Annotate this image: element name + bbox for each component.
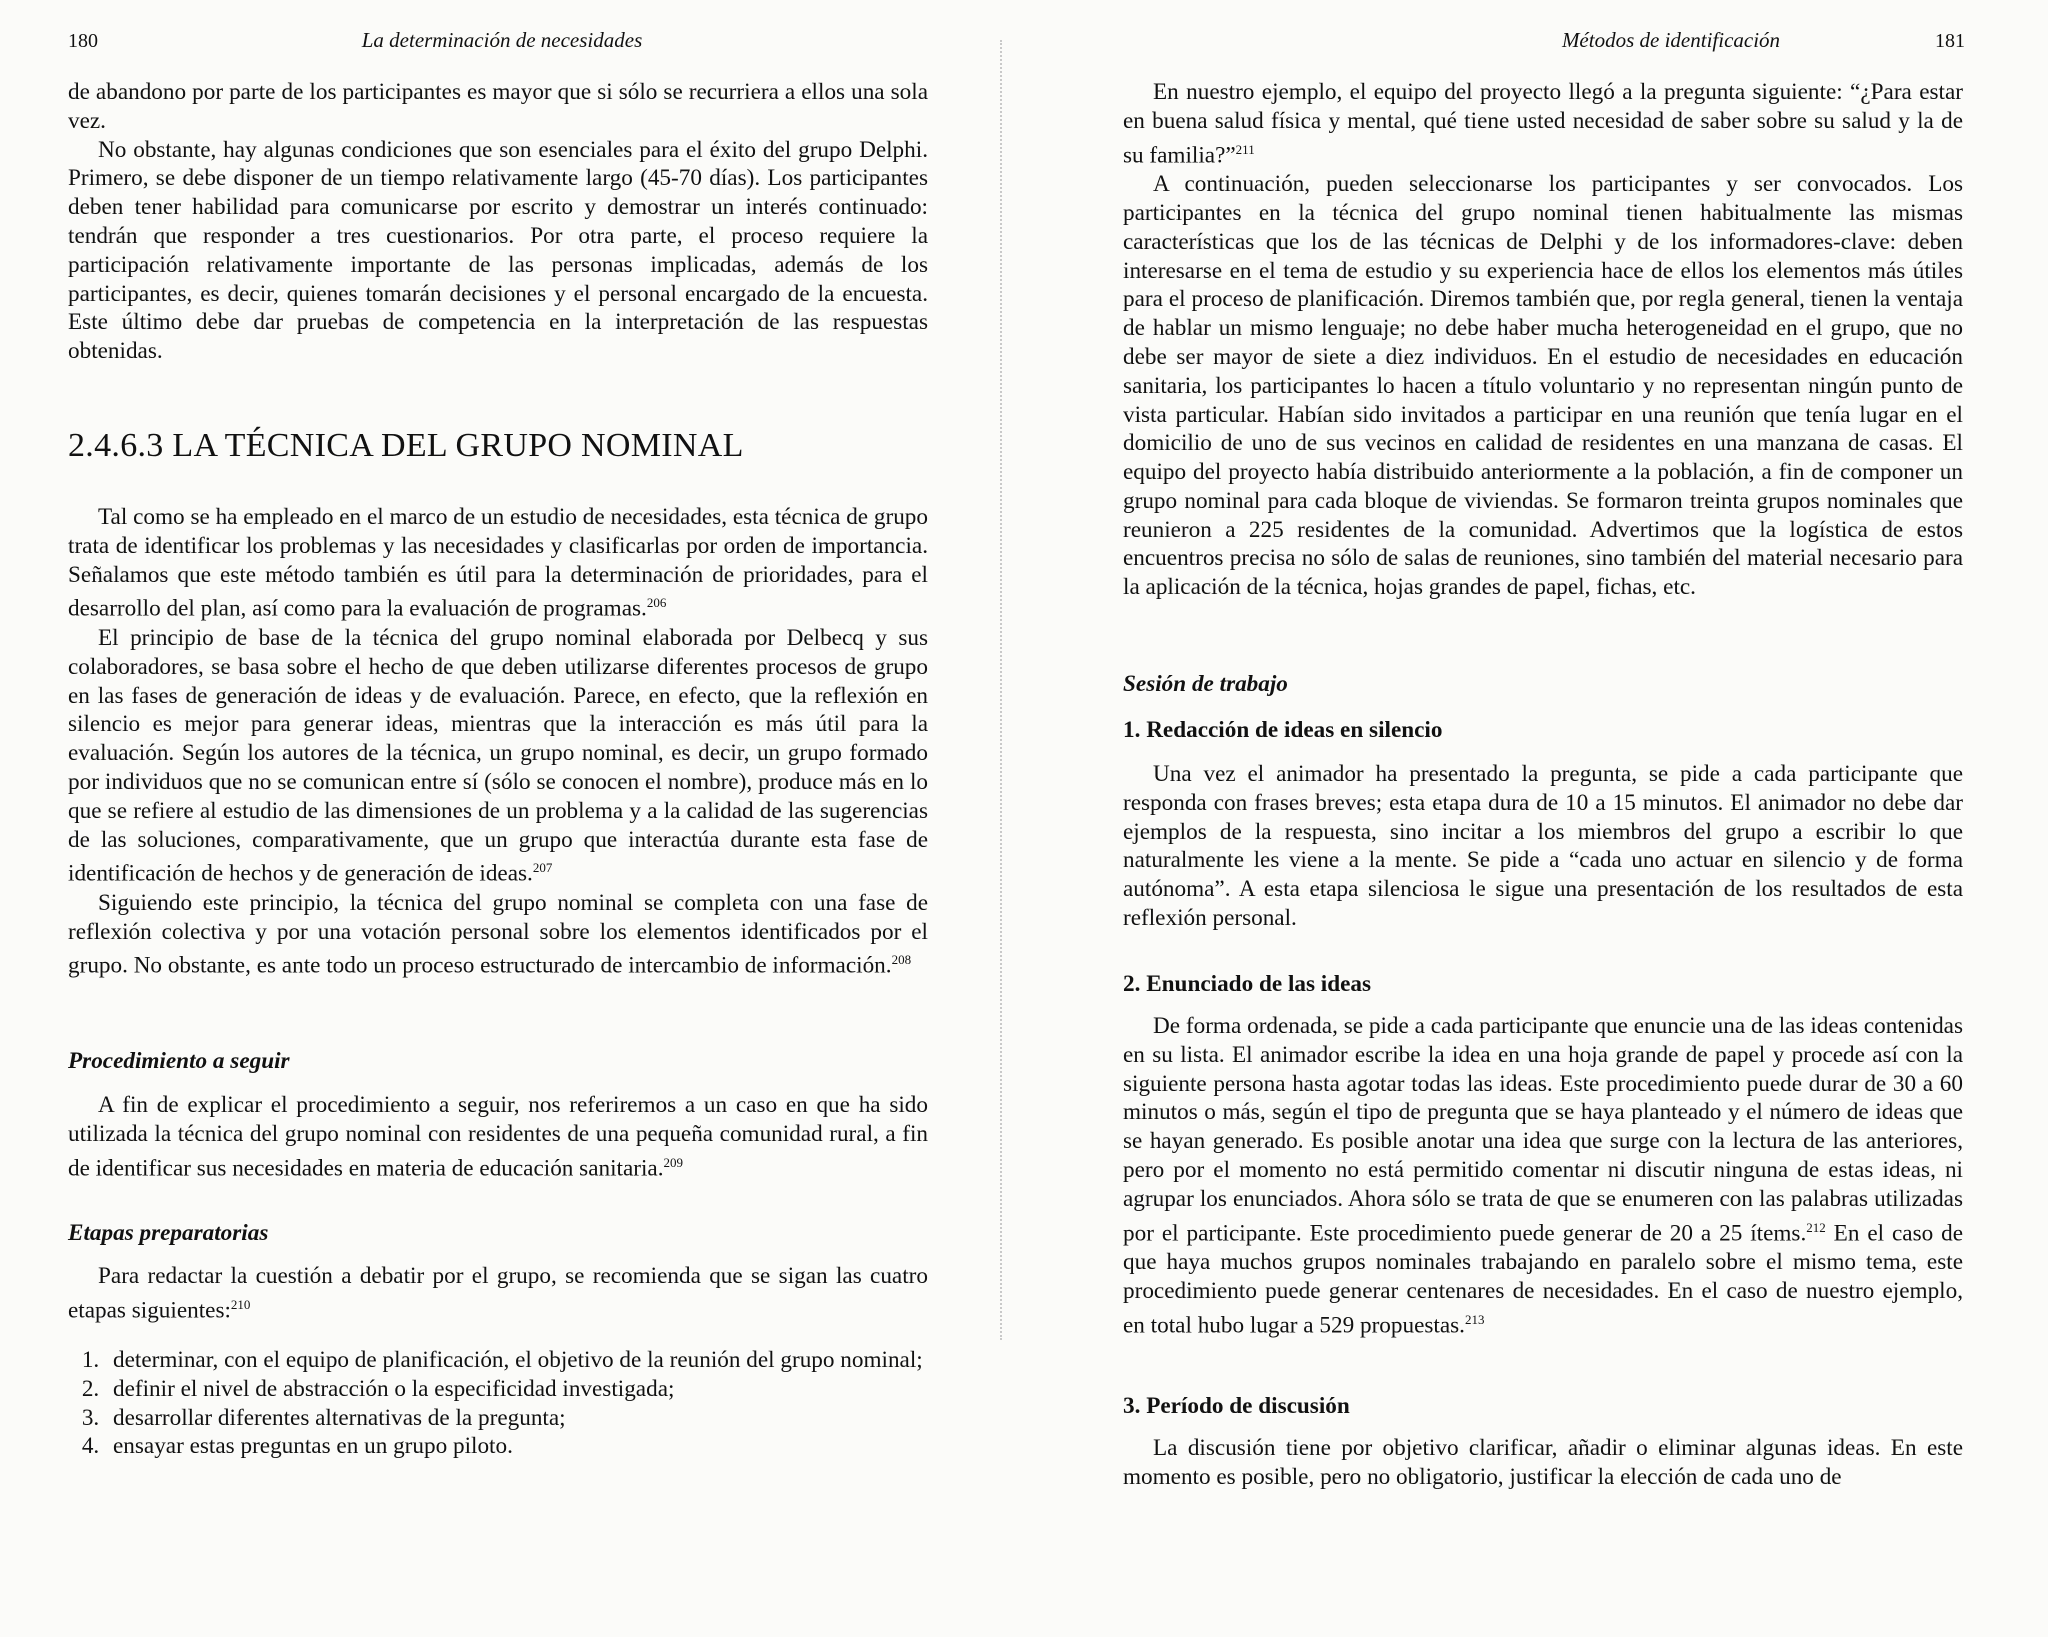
discusion-block xyxy=(1123,1434,1963,1492)
procedimiento-paragraph xyxy=(68,1091,928,1183)
etapas-paragraph xyxy=(68,1262,928,1325)
section-paragraph-2-text: El principio de base de la técnica del grupo nominal elaborada por Delbecq y sus colaboradores, se basa sobre el hecho de que deben utilizarse diferentes procesos de grupo en las fases de generación de ideas y de evaluación. Parece, en efecto, que la reflexión en silencio es mejor para generar ideas, mientras que la interacción es más útil para la evaluación. Según los autores de la técnica, un grupo nominal, es decir, un grupo formado por individuos que no se comunican entre sí (sólo se conocen el nombre), produce más en lo que se refiere al estudio de las dimensiones de un problema y a la calidad de las sugerencias de las soluciones, comparativamente, que un grupo que interactúa durante esta fase de identificación de hechos y de generación de ideas. xyxy=(68,624,928,888)
book-gutter xyxy=(1000,40,1003,1340)
subheading-procedimiento: Procedimiento a seguir xyxy=(68,1048,290,1074)
enunciado-block xyxy=(1123,1012,1963,1340)
procedimiento-paragraph-text: A fin de explicar el procedimiento a seguir, nos referiremos a un caso en que ha sido utilizada la técnica del grupo nominal con residentes de una pequeña comunidad rural, a fin de identificar sus necesidades en materia de educación sanitaria. xyxy=(68,1092,928,1182)
left-page xyxy=(0,0,1000,1637)
right-paragraph-1 xyxy=(1123,78,1963,170)
steps-list-block xyxy=(68,1346,928,1461)
section-paragraph-3 xyxy=(68,889,928,981)
etapas-block xyxy=(68,1262,928,1325)
right-paragraph-4-text: De forma ordenada, se pide a cada participante que enuncie una de las ideas contenidas en su lista. El animador escribe la idea en una hoja grande de papel y procede así con la siguiente persona hasta agotar todas las ideas. Este procedimiento puede durar de 30 a 60 minutos o más, según el tipo de pregunta que se haya planteado y el número de ideas que se hayan generado. Es posible anotar una idea que surge con la lectura de las anteriores, pero por el momento no está permitido comentar ni discutir ninguna de estas ideas, ni agrupar los enunciados. Ahora sólo se trata de que se enumeren con las palabras utilizadas por el participante. Este procedimiento puede generar de 20 a 25 ítems. xyxy=(1123,1013,1963,1247)
right-running-head xyxy=(1387,28,1965,53)
intro-paragraph-1: de abandono por parte de los participantes es mayor que si sólo se recurriera a ellos una sola vez. xyxy=(68,79,928,134)
nominal-group-block xyxy=(68,503,928,981)
right-paragraph-3: Una vez el animador ha presentado la pregunta, se pide a cada participante que responda con frases breves; esta etapa dura de 10 a 15 minutos. El animador no debe dar ejemplos de la respuesta, sino incitar a los miembros del grupo a escribir lo que naturalmente les viene a la mente. Se pide a “cada uno actuar en silencio y de forma autónoma”. A esta etapa silenciosa le sigue una presentación de los resultados de esta reflexión personal. xyxy=(1123,761,1963,931)
list-item: 1. determinar, con el equipo de planificación, el objetivo de la reunión del grupo nominal; xyxy=(105,1346,928,1375)
right-paragraph-4 xyxy=(1123,1012,1963,1340)
list-item: 3. desarrollar diferentes alternativas de la pregunta; xyxy=(105,1404,928,1433)
heading-discusion: 3. Período de discusión xyxy=(1123,1393,1350,1419)
section-paragraph-1-text: Tal como se ha empleado en el marco de un estudio de necesidades, esta técnica de grupo trata de identificar los problemas y las necesidades y clasificarlas por orden de importancia. Señalamos que este método también es útil para la determinación de prioridades, para el desarrollo del plan, así como para la evaluación de programas. xyxy=(68,504,928,623)
right-page xyxy=(1024,0,2048,1637)
right-top-block xyxy=(1123,78,1963,602)
right-running-title: Métodos de identificación xyxy=(1561,28,1781,52)
right-paragraph-5: La discusión tiene por objetivo clarificar, añadir o eliminar algunas ideas. En este momento es posible, pero no obligatorio, justificar la elección de cada uno de xyxy=(1123,1435,1963,1490)
right-paragraph-2: A continuación, pueden seleccionarse los participantes y ser convocados. Los participantes en la técnica del grupo nominal tienen habitualmente las mismas características que los de las técnicas de Delphi y de los informadores-clave: deben interesarse en el tema de estudio y su experiencia hace de ellos los elementos más útiles para el proceso de planificación. Diremos también que, por regla general, tienen la ventaja de hablar un mismo lenguaje; no debe haber mucha heterogeneidad en el grupo, que no debe ser mayor de siete a diez individuos. En el estudio de necesidades en educación sanitaria, los participantes lo hacen a título voluntario y no representan ningún punto de vista particular. Habían sido invitados a participar en una reunión que tenía lugar en el domicilio de uno de sus vecinos en calidad de residentes en una manzana de casas. El equipo del proyecto había distribuido anteriormente a la población, a fin de componer un grupo nominal para cada bloque de viviendas. Se formaron treinta grupos nominales que reunieron a 225 residentes de la comunidad. Advertimos que la logística de estos encuentros precisa no sólo de salas de reuniones, sino también del material necesario para la aplicación de la técnica, hojas grandes de papel, fichas, etc. xyxy=(1123,171,1963,601)
list-item: 4. ensayar estas preguntas en un grupo piloto. xyxy=(105,1432,928,1461)
subheading-etapas: Etapas preparatorias xyxy=(68,1220,269,1246)
left-running-head xyxy=(68,28,926,53)
procedimiento-block xyxy=(68,1091,928,1183)
left-intro-block xyxy=(68,78,928,366)
section-heading: 2.4.6.3 LA TÉCNICA DEL GRUPO NOMINAL xyxy=(68,427,744,464)
left-running-title: La determinación de necesidades xyxy=(361,28,643,52)
steps-list xyxy=(68,1346,928,1461)
footnote-ref-207: 207 xyxy=(532,860,553,876)
redaccion-block xyxy=(1123,760,1963,933)
footnote-ref-211: 211 xyxy=(1235,141,1255,157)
subheading-sesion: Sesión de trabajo xyxy=(1123,671,1288,697)
footnote-ref-210: 210 xyxy=(230,1296,251,1312)
section-paragraph-2 xyxy=(68,624,928,889)
footnote-ref-213: 213 xyxy=(1464,1311,1485,1327)
list-item: 2. definir el nivel de abstracción o la especificidad investigada; xyxy=(105,1375,928,1404)
etapas-paragraph-text: Para redactar la cuestión a debatir por el grupo, se recomienda que se sigan las cuatro etapas siguientes: xyxy=(68,1263,928,1324)
heading-redaccion: 1. Redacción de ideas en silencio xyxy=(1123,717,1443,743)
right-paragraph-1-text: En nuestro ejemplo, el equipo del proyecto llegó a la pregunta siguiente: “¿Para estar en buena salud física y mental, qué tiene usted necesidad de saber sobre su salud y la de su familia?” xyxy=(1123,79,1963,169)
intro-paragraph-2: No obstante, hay algunas condiciones que son esenciales para el éxito del grupo Delphi. Primero, se debe disponer de un tiempo relativamente largo (45-70 días). Los participantes deben tener habilidad para comunicarse por escrito y demostrar un interés continuado: tendrán que responder a tres cuestionarios. Por otra parte, el proceso requiere la participación relativamente importante de las personas implicadas, además de los participantes, es decir, quienes tomarán decisiones y el personal encargado de la encuesta. Este último debe dar pruebas de competencia en la interpretación de las respuestas obtenidas. xyxy=(68,136,928,365)
page-number-181: 181 xyxy=(1935,30,1965,52)
heading-enunciado: 2. Enunciado de las ideas xyxy=(1123,971,1372,997)
footnote-ref-208: 208 xyxy=(891,952,912,968)
page-number-180: 180 xyxy=(68,30,98,52)
section-paragraph-1 xyxy=(68,503,928,624)
footnote-ref-209: 209 xyxy=(663,1154,684,1170)
footnote-ref-206: 206 xyxy=(646,595,667,611)
section-paragraph-3-text: Siguiendo este principio, la técnica del grupo nominal se completa con una fase de reflexión colectiva y por una votación personal sobre los elementos identificados por el grupo. No obstante, es ante todo un proceso estructurado de intercambio de información. xyxy=(68,889,928,980)
right-paragraph-4b-text: En el caso de que haya muchos grupos nominales trabajando en paralelo sobre el mismo tema, este procedimiento puede generar centenares de necesidades. En el caso de nuestro ejemplo, en total hubo lugar a 529 propuestas. xyxy=(1123,1220,1964,1339)
footnote-ref-212: 212 xyxy=(1806,1219,1826,1235)
